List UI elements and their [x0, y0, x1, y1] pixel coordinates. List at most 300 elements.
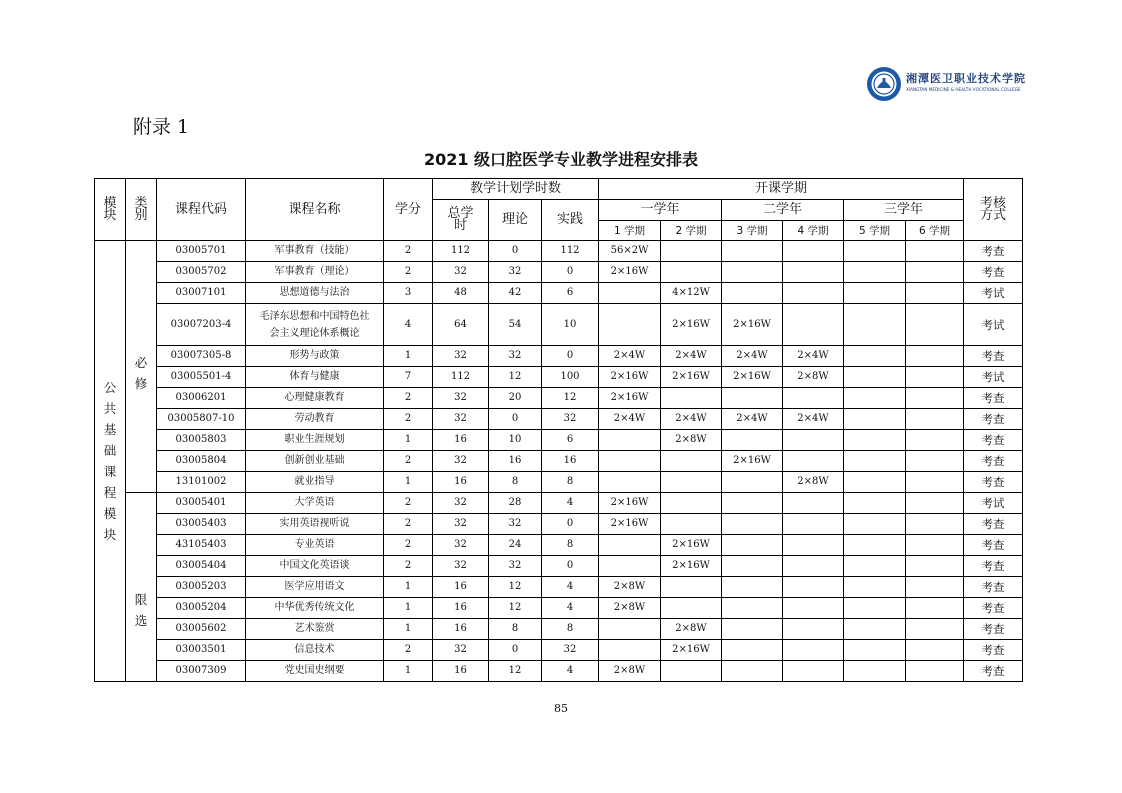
semester-5-hours [844, 556, 906, 577]
semester-2-hours: 2×8W [661, 619, 722, 640]
semester-2-hours [661, 514, 722, 535]
credits: 7 [384, 367, 433, 388]
credits: 2 [384, 409, 433, 430]
school-logo [866, 66, 1026, 106]
semester-4-hours [783, 430, 844, 451]
theory-hours: 32 [489, 514, 542, 535]
course-name: 劳动教育 [246, 409, 384, 430]
theory-hours: 12 [489, 367, 542, 388]
practice-hours: 100 [542, 367, 599, 388]
header-row-1 [95, 179, 1023, 200]
total-hours: 16 [433, 472, 489, 493]
table-row [95, 262, 1023, 283]
practice-hours: 0 [542, 556, 599, 577]
course-code: 03005702 [157, 262, 246, 283]
semester-2-header: 2 学期 [661, 221, 722, 241]
category-elective-cell: 限 选 [126, 493, 157, 682]
course-code: 03005401 [157, 493, 246, 514]
credits: 1 [384, 577, 433, 598]
credits: 1 [384, 472, 433, 493]
course-name: 中华优秀传统文化 [246, 598, 384, 619]
semester-5-hours [844, 262, 906, 283]
semester-2-hours [661, 241, 722, 262]
module-header: 模 块 [95, 179, 126, 241]
semester-2-hours: 2×16W [661, 640, 722, 661]
semester-4-hours [783, 388, 844, 409]
table-row [95, 346, 1023, 367]
exam-method-header: 考核 方式 [964, 179, 1023, 241]
semester-5-hours [844, 283, 906, 304]
practice-hours: 0 [542, 346, 599, 367]
semester-4-hours [783, 304, 844, 346]
practice-hours: 32 [542, 409, 599, 430]
semester-6-hours [906, 514, 964, 535]
semester-1-hours: 2×8W [599, 661, 661, 682]
semester-3-hours [722, 514, 783, 535]
practice-hours: 8 [542, 472, 599, 493]
semester-5-hours [844, 304, 906, 346]
practice-hours: 12 [542, 388, 599, 409]
semester-3-hours [722, 472, 783, 493]
exam-method: 考试 [964, 493, 1023, 514]
course-code: 13101002 [157, 472, 246, 493]
credits-header: 学分 [384, 179, 433, 241]
semester-4-hours [783, 577, 844, 598]
theory-hours: 42 [489, 283, 542, 304]
total-hours: 16 [433, 661, 489, 682]
table-row [95, 514, 1023, 535]
semester-6-hours [906, 304, 964, 346]
exam-method: 考查 [964, 409, 1023, 430]
table-row [95, 640, 1023, 661]
semester-1-hours: 2×16W [599, 367, 661, 388]
semester-4-hours [783, 640, 844, 661]
practice-hours: 32 [542, 640, 599, 661]
semester-3-hours: 2×16W [722, 451, 783, 472]
exam-method: 考试 [964, 283, 1023, 304]
table-row [95, 556, 1023, 577]
semester-6-hours [906, 283, 964, 304]
semester-3-hours [722, 556, 783, 577]
total-hours: 32 [433, 346, 489, 367]
semester-3-hours [722, 577, 783, 598]
credits: 1 [384, 661, 433, 682]
course-code: 03005602 [157, 619, 246, 640]
exam-method: 考查 [964, 346, 1023, 367]
semester-3-hours: 2×4W [722, 409, 783, 430]
semester-2-hours [661, 661, 722, 682]
semester-1-hours: 2×16W [599, 388, 661, 409]
semester-4-hours [783, 493, 844, 514]
total-hours: 32 [433, 388, 489, 409]
year-1-header: 一学年 [599, 200, 722, 221]
semester-3-hours [722, 619, 783, 640]
total-hours-header: 总学 时 [433, 200, 489, 241]
semester-4-hours [783, 619, 844, 640]
semester-3-hours [722, 535, 783, 556]
semester-4-hours [783, 451, 844, 472]
exam-method: 考查 [964, 472, 1023, 493]
semester-5-hours [844, 535, 906, 556]
semester-2-hours [661, 577, 722, 598]
total-hours: 32 [433, 262, 489, 283]
course-name: 军事教育（理论） [246, 262, 384, 283]
credits: 2 [384, 493, 433, 514]
category-required-cell: 必 修 [126, 241, 157, 493]
semester-1-hours [599, 283, 661, 304]
semester-6-hours [906, 346, 964, 367]
practice-hours: 112 [542, 241, 599, 262]
semester-6-hours [906, 493, 964, 514]
semester-4-hours [783, 283, 844, 304]
semester-6-hours [906, 577, 964, 598]
semester-4-hours [783, 535, 844, 556]
course-name: 思想道德与法治 [246, 283, 384, 304]
semester-5-hours [844, 640, 906, 661]
credits: 2 [384, 388, 433, 409]
year-3-header: 三学年 [844, 200, 964, 221]
semester-6-hours [906, 262, 964, 283]
exam-method: 考查 [964, 451, 1023, 472]
semester-2-hours: 2×16W [661, 535, 722, 556]
exam-method: 考查 [964, 514, 1023, 535]
semester-1-hours: 2×16W [599, 514, 661, 535]
table-row [95, 409, 1023, 430]
course-code: 03007203-4 [157, 304, 246, 346]
exam-method: 考试 [964, 304, 1023, 346]
table-row [95, 472, 1023, 493]
semester-2-hours: 2×16W [661, 367, 722, 388]
semester-5-hours [844, 430, 906, 451]
school-name: 湘潭医卫职业技术学院 [906, 72, 1026, 85]
semester-4-hours: 2×4W [783, 409, 844, 430]
teaching-plan-table [94, 178, 1023, 682]
school-name-english: XIANGTAN MEDICINE & HEALTH VOCATIONAL COLLEGE [906, 87, 1021, 92]
semester-6-hours [906, 556, 964, 577]
semester-3-hours [722, 388, 783, 409]
semester-1-hours [599, 640, 661, 661]
semester-2-hours: 2×16W [661, 556, 722, 577]
semester-6-header: 6 学期 [906, 221, 964, 241]
semester-5-hours [844, 241, 906, 262]
total-hours: 16 [433, 619, 489, 640]
course-code: 03005403 [157, 514, 246, 535]
total-hours: 64 [433, 304, 489, 346]
semester-3-hours [722, 661, 783, 682]
theory-hours: 54 [489, 304, 542, 346]
exam-method: 考查 [964, 556, 1023, 577]
semester-6-hours [906, 472, 964, 493]
theory-hours-header: 理论 [489, 200, 542, 241]
practice-hours-header: 实践 [542, 200, 599, 241]
hours-group-header: 教学计划学时数 [433, 179, 599, 200]
course-code: 03007101 [157, 283, 246, 304]
semester-5-hours [844, 619, 906, 640]
exam-method: 考查 [964, 577, 1023, 598]
exam-method: 考查 [964, 661, 1023, 682]
course-name: 创新创业基础 [246, 451, 384, 472]
practice-hours: 10 [542, 304, 599, 346]
course-name: 体育与健康 [246, 367, 384, 388]
appendix-label: 附录 1 [133, 116, 190, 138]
semester-3-hours [722, 262, 783, 283]
semester-4-hours: 2×8W [783, 367, 844, 388]
course-code: 03005204 [157, 598, 246, 619]
course-code: 03003501 [157, 640, 246, 661]
exam-method: 考查 [964, 535, 1023, 556]
table-row [95, 451, 1023, 472]
practice-hours: 0 [542, 262, 599, 283]
semester-3-hours [722, 241, 783, 262]
semester-5-hours [844, 493, 906, 514]
total-hours: 32 [433, 514, 489, 535]
course-name: 毛泽东思想和中国特色社 会主义理论体系概论 [246, 304, 384, 346]
semester-1-hours [599, 619, 661, 640]
theory-hours: 10 [489, 430, 542, 451]
semester-2-hours: 2×4W [661, 346, 722, 367]
practice-hours: 8 [542, 535, 599, 556]
theory-hours: 28 [489, 493, 542, 514]
course-code: 03007305-8 [157, 346, 246, 367]
theory-hours: 12 [489, 661, 542, 682]
semester-3-hours [722, 640, 783, 661]
semester-2-hours [661, 472, 722, 493]
school-seal-icon [866, 66, 902, 102]
semester-6-hours [906, 598, 964, 619]
table-row [95, 577, 1023, 598]
theory-hours: 12 [489, 577, 542, 598]
practice-hours: 4 [542, 577, 599, 598]
semester-5-hours [844, 472, 906, 493]
page-number: 85 [554, 702, 568, 715]
semester-2-hours: 2×8W [661, 430, 722, 451]
table-row [95, 304, 1023, 346]
credits: 4 [384, 304, 433, 346]
semester-5-hours [844, 577, 906, 598]
semester-1-hours [599, 535, 661, 556]
theory-hours: 12 [489, 598, 542, 619]
semester-2-hours: 2×4W [661, 409, 722, 430]
practice-hours: 4 [542, 661, 599, 682]
semester-2-hours [661, 388, 722, 409]
semester-3-hours [722, 493, 783, 514]
exam-method: 考查 [964, 262, 1023, 283]
semester-5-hours [844, 661, 906, 682]
course-name: 军事教育（技能） [246, 241, 384, 262]
theory-hours: 20 [489, 388, 542, 409]
semester-2-hours: 4×12W [661, 283, 722, 304]
semester-1-hours [599, 472, 661, 493]
semester-1-hours [599, 451, 661, 472]
course-code: 03007309 [157, 661, 246, 682]
semester-5-hours [844, 367, 906, 388]
credits: 3 [384, 283, 433, 304]
exam-method: 考查 [964, 619, 1023, 640]
semester-5-hours [844, 346, 906, 367]
semester-6-hours [906, 451, 964, 472]
semester-4-hours: 2×4W [783, 346, 844, 367]
total-hours: 32 [433, 451, 489, 472]
practice-hours: 8 [542, 619, 599, 640]
semester-5-hours [844, 598, 906, 619]
credits: 1 [384, 598, 433, 619]
semester-6-hours [906, 619, 964, 640]
exam-method: 考查 [964, 640, 1023, 661]
total-hours: 32 [433, 535, 489, 556]
semester-1-hours: 2×16W [599, 493, 661, 514]
semester-2-hours [661, 598, 722, 619]
semester-4-hours [783, 598, 844, 619]
semester-4-hours [783, 514, 844, 535]
semester-1-hours [599, 556, 661, 577]
total-hours: 16 [433, 598, 489, 619]
theory-hours: 32 [489, 262, 542, 283]
page-title: 2021 级口腔医学专业教学进程安排表 [423, 150, 699, 169]
course-code: 03005701 [157, 241, 246, 262]
semester-6-hours [906, 661, 964, 682]
credits: 2 [384, 241, 433, 262]
theory-hours: 8 [489, 472, 542, 493]
category-header: 类 别 [126, 179, 157, 241]
course-name: 就业指导 [246, 472, 384, 493]
total-hours: 32 [433, 409, 489, 430]
semester-3-hours: 2×16W [722, 304, 783, 346]
module-cell: 公 共 基 础 课 程 模 块 [95, 241, 126, 682]
theory-hours: 0 [489, 640, 542, 661]
semester-4-hours [783, 241, 844, 262]
semester-6-hours [906, 241, 964, 262]
course-name: 艺术鉴赏 [246, 619, 384, 640]
exam-method: 考试 [964, 367, 1023, 388]
total-hours: 112 [433, 367, 489, 388]
theory-hours: 0 [489, 409, 542, 430]
total-hours: 16 [433, 577, 489, 598]
semester-3-header: 3 学期 [722, 221, 783, 241]
theory-hours: 24 [489, 535, 542, 556]
credits: 2 [384, 640, 433, 661]
practice-hours: 4 [542, 493, 599, 514]
semester-1-hours: 2×4W [599, 409, 661, 430]
course-name: 信息技术 [246, 640, 384, 661]
course-code: 43105403 [157, 535, 246, 556]
course-name: 实用英语视听说 [246, 514, 384, 535]
course-name: 心理健康教育 [246, 388, 384, 409]
semester-1-header: 1 学期 [599, 221, 661, 241]
table-row [95, 388, 1023, 409]
course-code: 03005804 [157, 451, 246, 472]
credits: 1 [384, 619, 433, 640]
course-code: 03005404 [157, 556, 246, 577]
exam-method: 考查 [964, 598, 1023, 619]
table-row [95, 661, 1023, 682]
credits: 1 [384, 346, 433, 367]
table-row [95, 535, 1023, 556]
course-code: 03005803 [157, 430, 246, 451]
semester-4-hours [783, 556, 844, 577]
credits: 2 [384, 556, 433, 577]
credits: 2 [384, 451, 433, 472]
credits: 2 [384, 262, 433, 283]
semester-1-hours: 2×8W [599, 577, 661, 598]
semester-4-hours [783, 262, 844, 283]
semester-6-hours [906, 640, 964, 661]
total-hours: 48 [433, 283, 489, 304]
semester-2-hours [661, 451, 722, 472]
semester-6-hours [906, 367, 964, 388]
total-hours: 112 [433, 241, 489, 262]
exam-method: 考查 [964, 430, 1023, 451]
practice-hours: 6 [542, 430, 599, 451]
semester-6-hours [906, 535, 964, 556]
course-code-header: 课程代码 [157, 179, 246, 241]
semester-1-hours: 2×16W [599, 262, 661, 283]
semester-1-hours [599, 430, 661, 451]
table-row [95, 619, 1023, 640]
total-hours: 32 [433, 640, 489, 661]
course-name: 中国文化英语谈 [246, 556, 384, 577]
practice-hours: 16 [542, 451, 599, 472]
total-hours: 32 [433, 556, 489, 577]
semester-1-hours: 2×4W [599, 346, 661, 367]
table-row [95, 367, 1023, 388]
semester-4-hours: 2×8W [783, 472, 844, 493]
semester-5-hours [844, 514, 906, 535]
exam-method: 考查 [964, 388, 1023, 409]
semester-3-hours: 2×16W [722, 367, 783, 388]
practice-hours: 6 [542, 283, 599, 304]
credits: 1 [384, 430, 433, 451]
semester-5-hours [844, 409, 906, 430]
semester-3-hours: 2×4W [722, 346, 783, 367]
theory-hours: 0 [489, 241, 542, 262]
semester-3-hours [722, 283, 783, 304]
table-row [95, 430, 1023, 451]
year-2-header: 二学年 [722, 200, 844, 221]
theory-hours: 32 [489, 556, 542, 577]
semester-5-hours [844, 451, 906, 472]
semester-2-hours: 2×16W [661, 304, 722, 346]
semester-4-header: 4 学期 [783, 221, 844, 241]
practice-hours: 0 [542, 514, 599, 535]
semester-2-hours [661, 262, 722, 283]
semester-3-hours [722, 598, 783, 619]
course-name: 专业英语 [246, 535, 384, 556]
theory-hours: 8 [489, 619, 542, 640]
table-row [95, 493, 1023, 514]
semester-1-hours: 2×8W [599, 598, 661, 619]
semester-group-header: 开课学期 [599, 179, 964, 200]
semester-6-hours [906, 388, 964, 409]
semester-2-hours [661, 493, 722, 514]
course-code: 03006201 [157, 388, 246, 409]
credits: 2 [384, 514, 433, 535]
theory-hours: 32 [489, 346, 542, 367]
exam-method: 考查 [964, 241, 1023, 262]
course-name: 党史国史纲要 [246, 661, 384, 682]
semester-5-header: 5 学期 [844, 221, 906, 241]
course-name: 大学英语 [246, 493, 384, 514]
credits: 2 [384, 535, 433, 556]
course-code: 03005203 [157, 577, 246, 598]
course-code: 03005501-4 [157, 367, 246, 388]
total-hours: 16 [433, 430, 489, 451]
semester-5-hours [844, 388, 906, 409]
semester-6-hours [906, 430, 964, 451]
semester-1-hours [599, 304, 661, 346]
course-name: 形势与政策 [246, 346, 384, 367]
table-row [95, 283, 1023, 304]
course-code: 03005807-10 [157, 409, 246, 430]
